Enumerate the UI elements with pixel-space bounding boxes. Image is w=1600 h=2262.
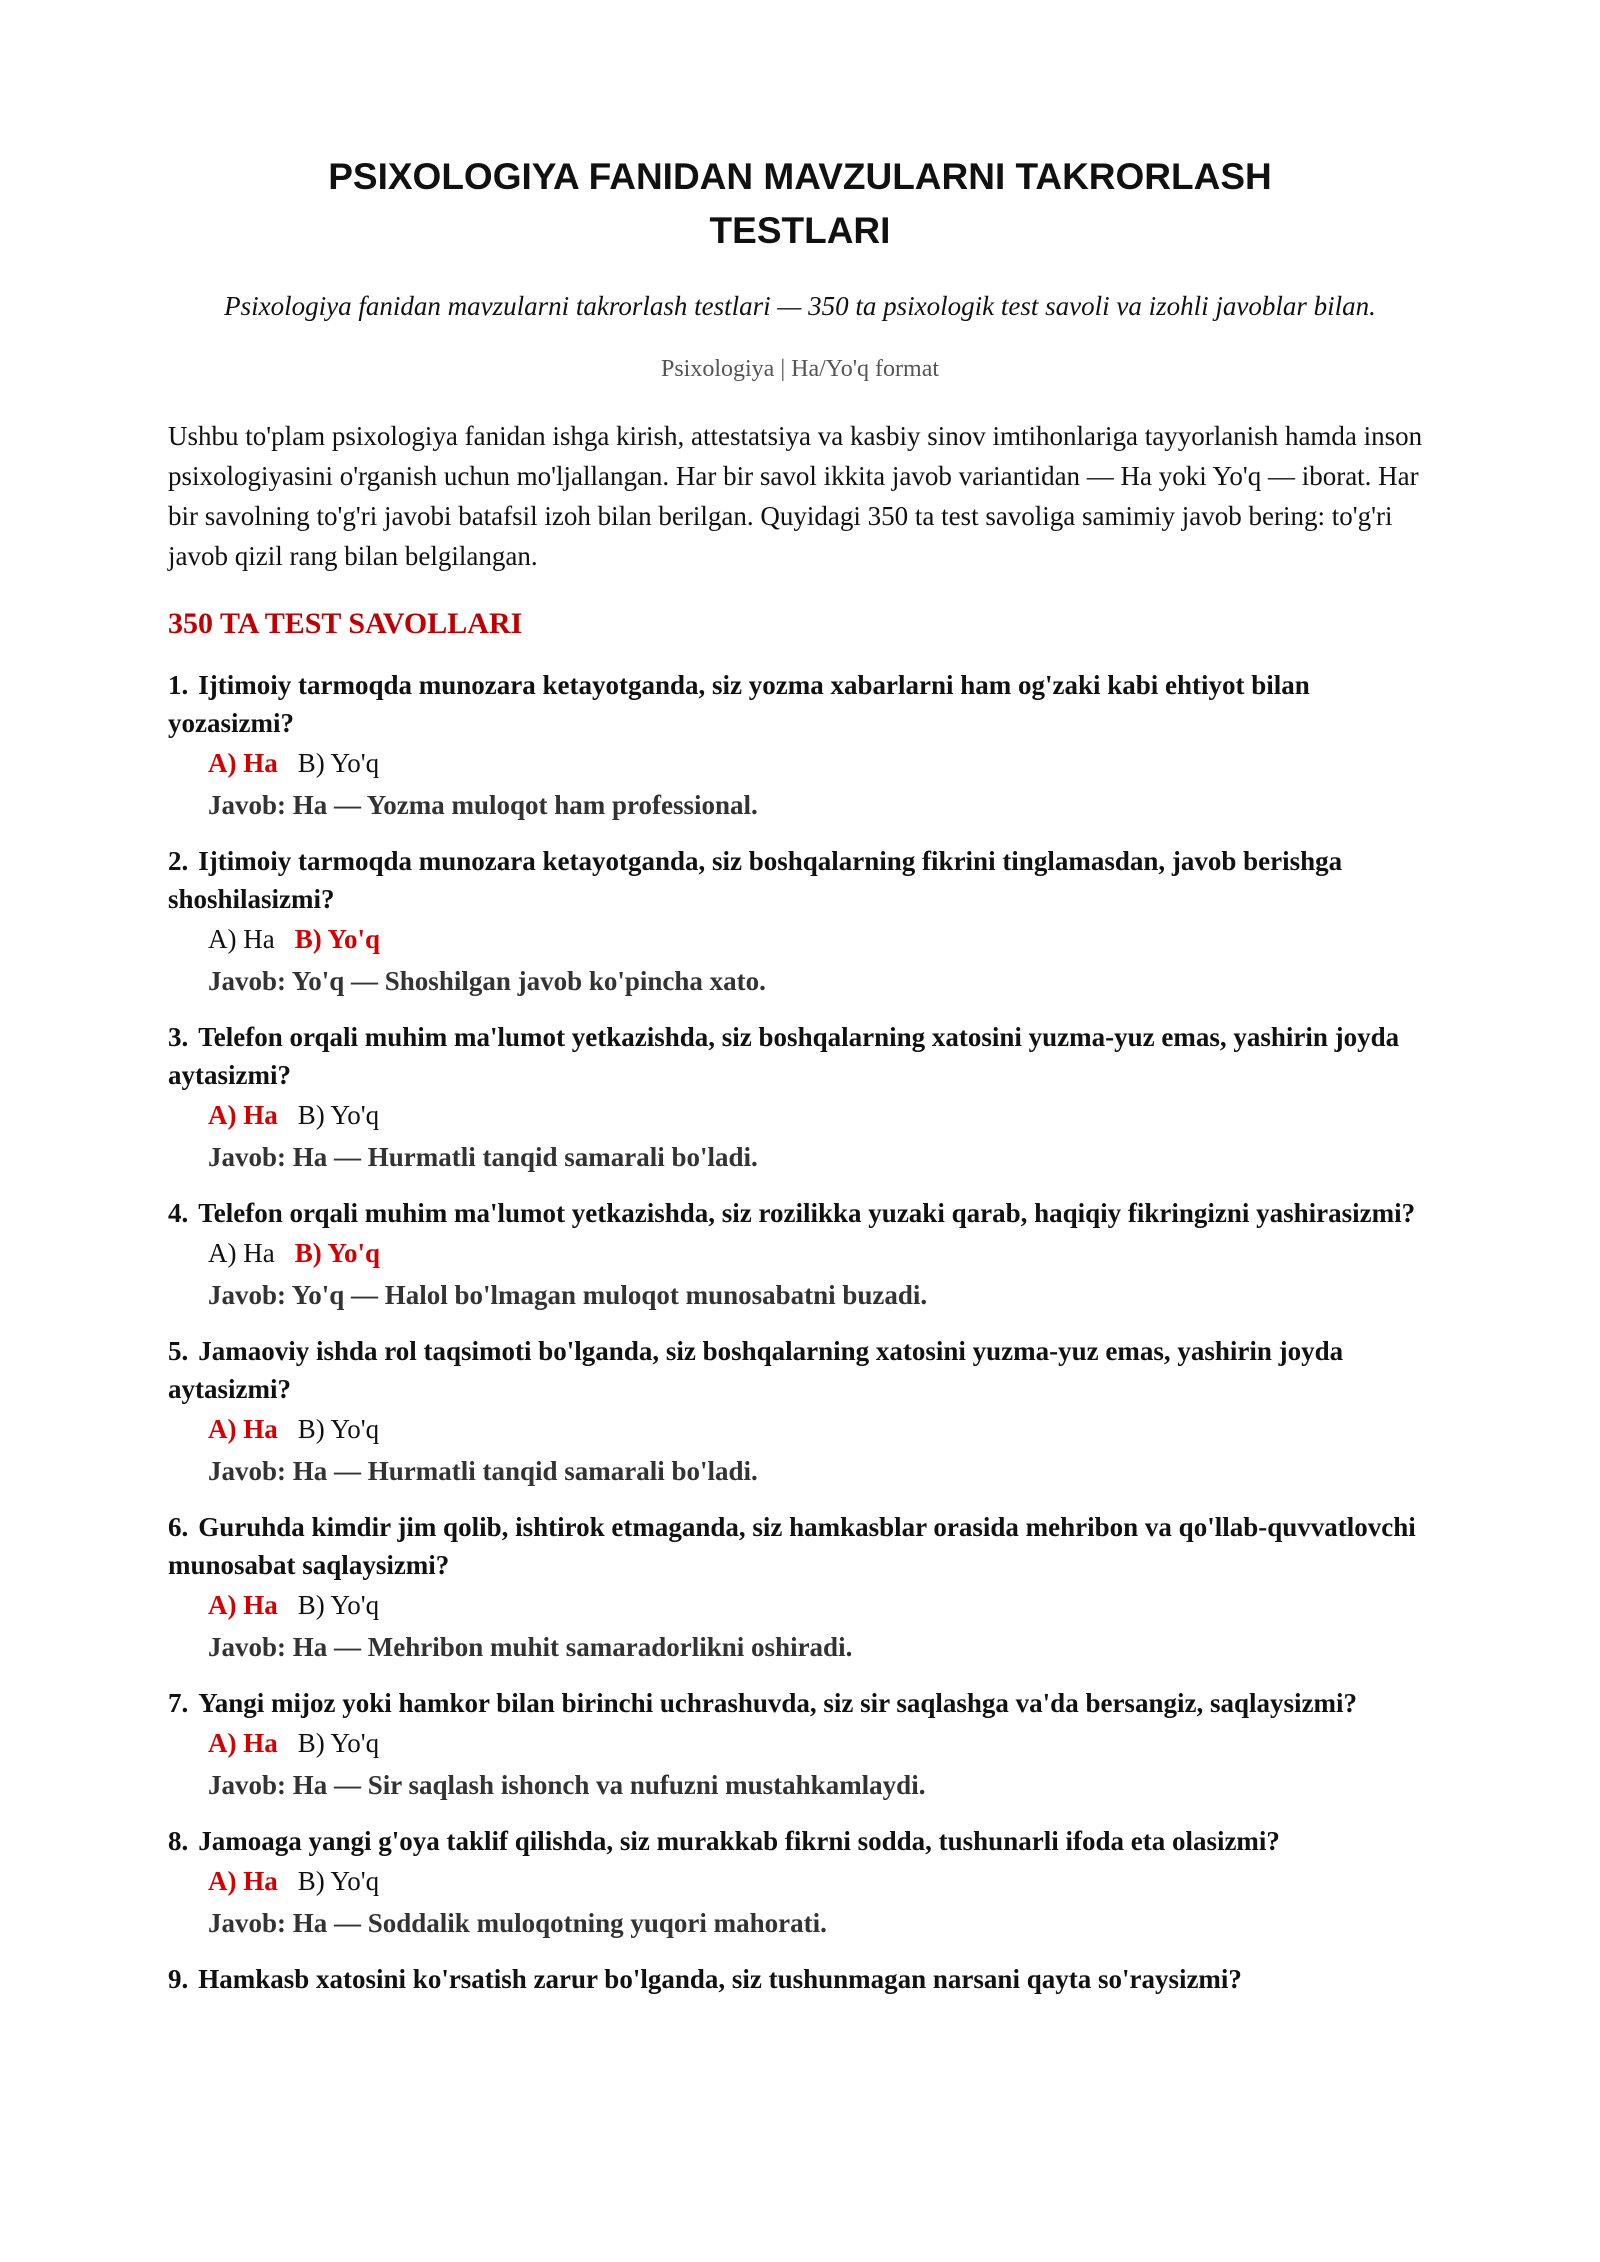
question-body: Hamkasb xatosini ko'rsatish zarur bo'lganda, siz tushunmagan narsani qayta so'raysizmi?	[198, 1964, 1242, 1994]
question-text	[168, 1508, 1432, 1584]
option-b[interactable]: B) Yo'q	[297, 1728, 380, 1758]
document-subtitle: Psixologiya fanidan mavzularni takrorlash testlari — 350 ta psixologik test savoli va izohli javoblar bilan.	[224, 291, 1376, 321]
option-a[interactable]: A) Ha	[208, 1100, 278, 1130]
option-a[interactable]: A) Ha	[208, 748, 278, 778]
question-options	[168, 1860, 1432, 1902]
option-a[interactable]: A) Ha	[208, 1414, 278, 1444]
option-a[interactable]: A) Ha	[208, 1728, 278, 1758]
question-text	[168, 1822, 1432, 1860]
question-item	[168, 1684, 1432, 1806]
option-b[interactable]: B) Yo'q	[294, 924, 381, 954]
question-body: Ijtimoiy tarmoqda munozara ketayotganda, siz yozma xabarlarni ham og'zaki kabi ehtiyot bilan yozasizmi?	[168, 670, 1310, 738]
option-a[interactable]: A) Ha	[208, 924, 275, 954]
intro-paragraph: Ushbu to'plam psixologiya fanidan ishga kirish, attestatsiya va kasbiy sinov imtihonlariga tayyorlanish hamda inson psixologiyasini o'rganish uchun mo'ljallangan. Har bir savol ikkita javob variantidan — Ha yoki Yo'q — iborat. Har bir savolning to'g'ri javobi batafsil izoh bilan berilgan. Quyidagi 350 ta test savoliga samimiy javob bering: to'g'ri javob qizil rang bilan belgilangan.	[168, 421, 1423, 571]
option-b[interactable]: B) Yo'q	[297, 748, 380, 778]
question-options	[168, 1232, 1432, 1274]
answer-explanation: Javob: Ha — Yozma muloqot ham professional.	[208, 790, 758, 820]
question-number: 3.	[168, 1022, 189, 1052]
question-number: 5.	[168, 1336, 189, 1366]
question-options	[168, 1722, 1432, 1764]
question-number: 7.	[168, 1688, 189, 1718]
question-text	[168, 1018, 1432, 1094]
question-item	[168, 1822, 1432, 1944]
question-item	[168, 666, 1432, 826]
question-item	[168, 1018, 1432, 1178]
option-a[interactable]: A) Ha	[208, 1238, 275, 1268]
question-body: Ijtimoiy tarmoqda munozara ketayotganda, siz boshqalarning fikrini tinglamasdan, javob berishga shoshilasizmi?	[168, 846, 1343, 914]
document-title: PSIXOLOGIYA FANIDAN MAVZULARNI TAKRORLASH TESTLARI	[328, 156, 1272, 251]
question-text	[168, 666, 1432, 742]
option-a[interactable]: A) Ha	[208, 1590, 278, 1620]
question-text	[168, 842, 1432, 918]
answer-explanation: Javob: Ha — Soddalik muloqotning yuqori mahorati.	[208, 1908, 827, 1938]
question-body: Guruhda kimdir jim qolib, ishtirok etmaganda, siz hamkasblar orasida mehribon va qo'llab-quvvatlovchi munosabat saqlaysizmi?	[168, 1512, 1416, 1580]
question-text	[168, 1684, 1432, 1722]
answer-explanation: Javob: Yo'q — Shoshilgan javob ko'pincha xato.	[208, 966, 766, 996]
option-a[interactable]: A) Ha	[208, 1866, 278, 1896]
answer-explanation: Javob: Ha — Hurmatli tanqid samarali bo'ladi.	[208, 1142, 758, 1172]
question-body: Yangi mijoz yoki hamkor bilan birinchi uchrashuvda, siz sir saqlashga va'da bersangiz, saqlaysizmi?	[198, 1688, 1357, 1718]
question-item	[168, 1508, 1432, 1668]
question-options	[168, 1094, 1432, 1136]
option-b[interactable]: B) Yo'q	[297, 1414, 380, 1444]
option-b[interactable]: B) Yo'q	[297, 1100, 380, 1130]
answer-explanation: Javob: Yo'q — Halol bo'lmagan muloqot munosabatni buzadi.	[208, 1280, 928, 1310]
question-item	[168, 1194, 1432, 1316]
question-body: Jamoaga yangi g'oya taklif qilishda, siz murakkab fikrni sodda, tushunarli ifoda eta olasizmi?	[198, 1826, 1280, 1856]
question-number: 8.	[168, 1826, 189, 1856]
question-options	[168, 742, 1432, 784]
option-b[interactable]: B) Yo'q	[294, 1238, 381, 1268]
section-heading: 350 TA TEST SAVOLLARI	[168, 607, 523, 640]
question-options	[168, 1408, 1432, 1450]
question-number: 9.	[168, 1964, 189, 1994]
question-item	[168, 1960, 1432, 1998]
question-list	[168, 666, 1432, 1998]
question-item	[168, 1332, 1432, 1492]
question-body: Telefon orqali muhim ma'lumot yetkazishda, siz boshqalarning xatosini yuzma-yuz emas, yashirin joyda aytasizmi?	[168, 1022, 1400, 1090]
answer-explanation: Javob: Ha — Mehribon muhit samaradorlikni oshiradi.	[208, 1632, 853, 1662]
question-text	[168, 1194, 1432, 1232]
option-b[interactable]: B) Yo'q	[297, 1590, 380, 1620]
question-number: 4.	[168, 1198, 189, 1228]
question-number: 2.	[168, 846, 189, 876]
answer-explanation: Javob: Ha — Sir saqlash ishonch va nufuzni mustahkamlaydi.	[208, 1770, 926, 1800]
question-body: Telefon orqali muhim ma'lumot yetkazishda, siz rozilikka yuzaki qarab, haqiqiy fikringizni yashirasizmi?	[198, 1198, 1416, 1228]
option-b[interactable]: B) Yo'q	[297, 1866, 380, 1896]
question-options	[168, 918, 1432, 960]
question-number: 1.	[168, 670, 189, 700]
answer-explanation: Javob: Ha — Hurmatli tanqid samarali bo'ladi.	[208, 1456, 758, 1486]
question-number: 6.	[168, 1512, 189, 1542]
document-meta: Psixologiya | Ha/Yo'q format	[660, 356, 940, 382]
question-text	[168, 1332, 1432, 1408]
question-body: Jamaoviy ishda rol taqsimoti bo'lganda, siz boshqalarning xatosini yuzma-yuz emas, yashirin joyda aytasizmi?	[168, 1336, 1344, 1404]
question-text	[168, 1960, 1432, 1998]
question-item	[168, 842, 1432, 1002]
question-options	[168, 1584, 1432, 1626]
